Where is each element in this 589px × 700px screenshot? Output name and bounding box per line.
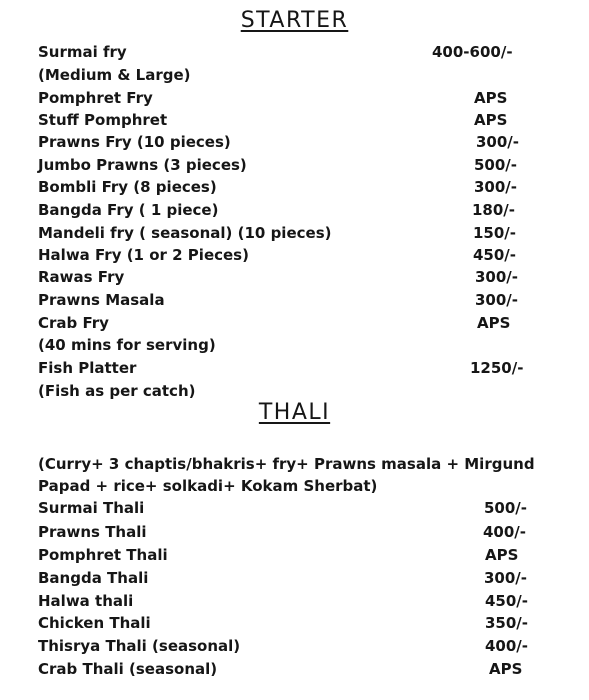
- menu-item-name: Pomphret Fry: [38, 89, 153, 107]
- menu-item-price: APS: [485, 546, 519, 564]
- menu-item-price: 450/-: [485, 592, 529, 610]
- menu-item-name: Stuff Pomphret: [38, 111, 168, 129]
- menu-item-name: Bombli Fry (8 pieces): [38, 178, 217, 196]
- menu-item-name: Halwa Fry (1 or 2 Pieces): [38, 246, 249, 264]
- menu-item-price: 300/-: [484, 569, 528, 587]
- menu-item-price: 450/-: [473, 246, 517, 264]
- menu-item-price: 300/-: [475, 268, 519, 286]
- menu-item-note: (40 mins for serving): [38, 336, 216, 354]
- menu-item-price: 300/-: [474, 178, 518, 196]
- menu-item-name: Prawns Fry (10 pieces): [38, 133, 231, 151]
- menu-item-name: Fish Platter: [38, 359, 137, 377]
- menu-item-price: 1250/-: [470, 359, 524, 377]
- menu-item-name: Rawas Fry: [38, 268, 125, 286]
- menu-item-price: APS: [474, 111, 508, 129]
- menu-item-name: Crab Thali (seasonal): [38, 660, 218, 678]
- menu-item-price: APS: [489, 660, 523, 678]
- menu-item-name: Halwa thali: [38, 592, 134, 610]
- menu-item-price: 300/-: [475, 291, 519, 309]
- menu-item-price: 400/-: [483, 523, 527, 541]
- menu-item-name: Surmai Thali: [38, 499, 145, 517]
- thali-heading: THALI: [258, 400, 331, 425]
- menu-item-name: Jumbo Prawns (3 pieces): [38, 156, 247, 174]
- menu-item-name: Surmai fry: [38, 43, 127, 61]
- menu-item-price: 350/-: [485, 614, 529, 632]
- menu-item-name: Prawns Masala: [38, 291, 165, 309]
- thali-description: (Curry+ 3 chaptis/bhakris+ fry+ Prawns masala + Mirgund: [38, 455, 535, 473]
- menu-item-price: 300/-: [476, 133, 520, 151]
- starter-heading: STARTER: [240, 8, 349, 33]
- menu-item-price: 400-600/-: [432, 43, 513, 61]
- menu-item-price: 150/-: [473, 224, 517, 242]
- menu-item-name: Pomphret Thali: [38, 546, 168, 564]
- menu-item-price: APS: [477, 314, 511, 332]
- menu-item-name: Bangda Fry ( 1 piece): [38, 201, 219, 219]
- menu-item-name: Chicken Thali: [38, 614, 151, 632]
- menu-item-note: (Fish as per catch): [38, 382, 196, 400]
- menu-item-price: 180/-: [472, 201, 516, 219]
- menu-item-price: APS: [474, 89, 508, 107]
- menu-item-price: 500/-: [474, 156, 518, 174]
- menu-item-name: Thisrya Thali (seasonal): [38, 637, 241, 655]
- menu-item-price: 500/-: [484, 499, 528, 517]
- menu-item-name: Bangda Thali: [38, 569, 149, 587]
- menu-item-name: Mandeli fry ( seasonal) (10 pieces): [38, 224, 332, 242]
- thali-description: Papad + rice+ solkadi+ Kokam Sherbat): [38, 477, 378, 495]
- menu-item-note: (Medium & Large): [38, 66, 191, 84]
- menu-item-name: Prawns Thali: [38, 523, 147, 541]
- menu-item-name: Crab Fry: [38, 314, 109, 332]
- menu-item-price: 400/-: [485, 637, 529, 655]
